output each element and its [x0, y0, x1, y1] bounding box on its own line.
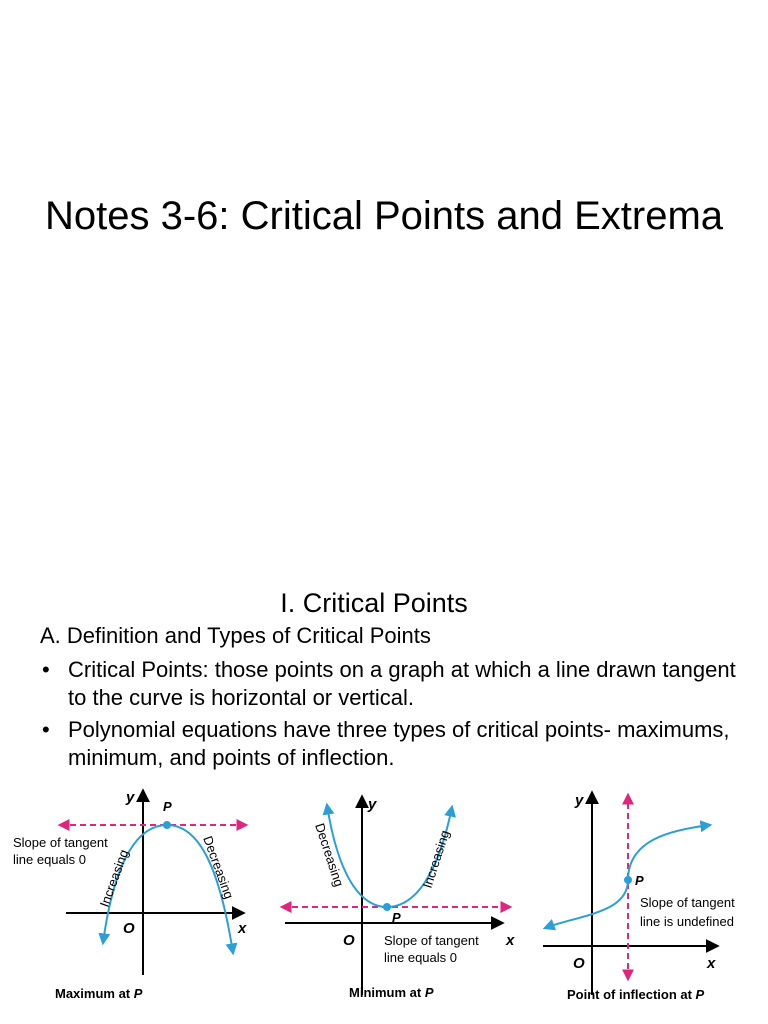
maximum-figure — [0, 785, 260, 1010]
caption-var: P — [424, 985, 434, 1000]
title-slide — [0, 0, 768, 510]
minimum-figure — [270, 785, 535, 1010]
x-axis-label: x — [707, 955, 716, 972]
point-label: P — [392, 910, 401, 925]
origin-label: O — [573, 955, 585, 972]
caption-text: Maximum at — [55, 986, 134, 1001]
bullet-icon: • — [42, 717, 50, 742]
critical-point — [383, 903, 391, 911]
point-label: P — [163, 799, 172, 814]
point-label: P — [635, 873, 644, 888]
caption-text: Minimum at — [349, 985, 425, 1000]
bullet-item — [40, 716, 740, 772]
bullet-text: Critical Points: those points on a graph at which a line drawn tangent to the curve is horizontal or vertical. — [68, 657, 736, 710]
note-line-1: Slope of tangent — [640, 895, 735, 910]
y-axis-label: y — [368, 796, 377, 813]
caption — [567, 987, 705, 1002]
caption-var: P — [133, 986, 143, 1001]
decreasing-label: Decreasing — [200, 833, 237, 901]
caption-var: P — [695, 987, 705, 1002]
origin-label: O — [343, 932, 355, 949]
bullet-text: Polynomial equations have three types of critical points- maximums, minimum, and points of inflection. — [68, 717, 730, 770]
critical-point — [624, 876, 632, 884]
note-line-2: line equals 0 — [13, 852, 86, 867]
note-line-2: line equals 0 — [384, 950, 457, 965]
increasing-label: Increasing — [96, 847, 132, 910]
bullet-list — [40, 656, 740, 776]
caption — [349, 985, 434, 1000]
increasing-label: Increasing — [419, 828, 453, 890]
note-line-1: Slope of tangent — [13, 835, 108, 850]
section-heading: I. Critical Points — [280, 588, 468, 618]
subheading: A. Definition and Types of Critical Points — [40, 623, 431, 648]
note-line-1: Slope of tangent — [384, 933, 479, 948]
slide-title: Notes 3-6: Critical Points and Extrema — [44, 194, 724, 238]
y-axis-label: y — [575, 792, 584, 809]
y-axis-label: y — [126, 789, 135, 806]
inflection-figure — [535, 785, 768, 1010]
critical-point — [163, 821, 171, 829]
bullet-item — [40, 656, 740, 712]
bullet-icon: • — [42, 657, 50, 682]
caption-text: Point of inflection at — [567, 987, 696, 1002]
x-axis-label: x — [238, 920, 247, 937]
note-line-2: line is undefined — [640, 914, 734, 929]
origin-label: O — [123, 920, 135, 937]
caption — [55, 986, 143, 1001]
decreasing-label: Decreasing — [312, 821, 347, 889]
x-axis-label: x — [506, 932, 515, 949]
